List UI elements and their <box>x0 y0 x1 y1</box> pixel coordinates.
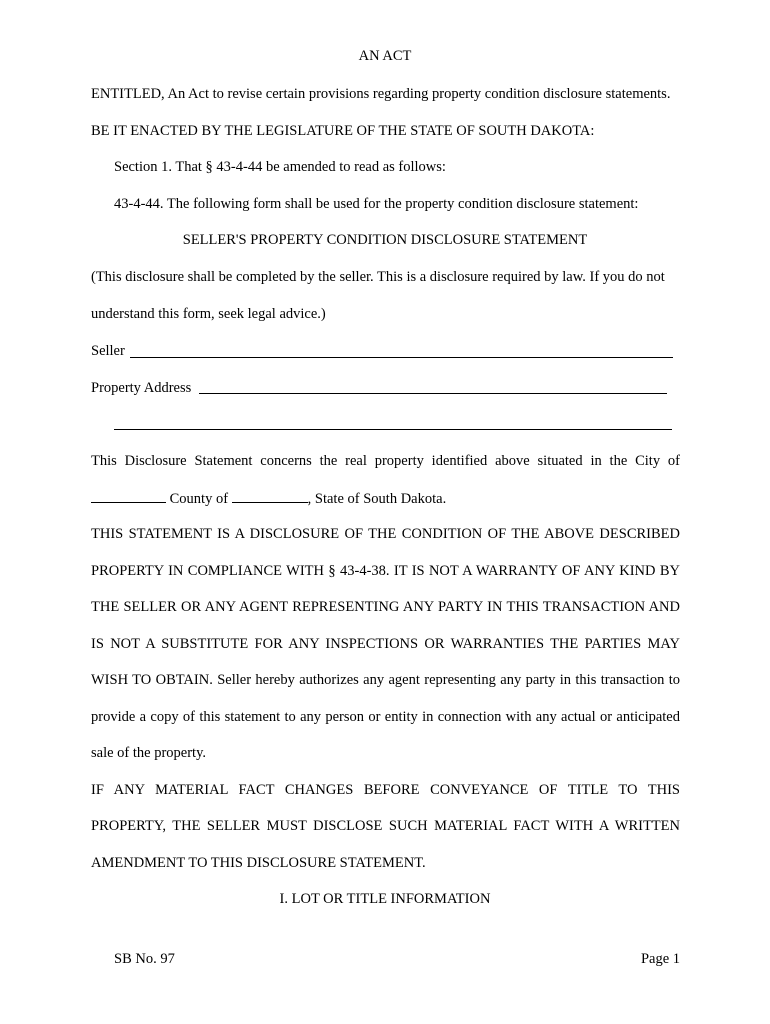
section-heading: I. LOT OR TITLE INFORMATION <box>279 891 491 907</box>
section-1: Section 1. That § 43-4-44 be amended to read as follows: <box>114 159 446 175</box>
county-label: County of <box>169 491 229 507</box>
enacting-clause: BE IT ENACTED BY THE LEGISLATURE OF THE STATE OF SOUTH DAKOTA: <box>91 123 595 139</box>
seller-label: Seller <box>91 343 125 359</box>
statute-intro: 43-4-44. The following form shall be used for the property condition disclosure statement: <box>114 196 639 212</box>
disclaimer-line: IS NOT A SUBSTITUTE FOR ANY INSPECTIONS OR WARRANTIES THE PARTIES MAY <box>91 636 680 652</box>
entitled-line: ENTITLED, An Act to revise certain provisions regarding property condition disclosure statements. <box>91 86 671 102</box>
disclaimer-line: provide a copy of this statement to any person or entity in connection with any actual or anticipated <box>91 709 680 725</box>
material-end: AMENDMENT TO THIS DISCLOSURE STATEMENT. <box>91 855 426 871</box>
disclaimer-line: THE SELLER OR ANY AGENT REPRESENTING ANY PARTY IN THIS TRANSACTION AND <box>91 599 680 615</box>
disclaimer-line: WISH TO OBTAIN. Seller hereby authorizes any agent representing any party in this transaction to <box>91 672 680 688</box>
act-title: AN ACT <box>358 48 412 64</box>
disclaimer-line: PROPERTY IN COMPLIANCE WITH § 43-4-38. IT IS NOT A WARRANTY OF ANY KIND BY <box>91 563 680 579</box>
instructions-line-2: understand this form, seek legal advice.) <box>91 306 326 322</box>
property-address-label: Property Address <box>91 380 192 396</box>
seller-field[interactable] <box>130 357 673 358</box>
property-address-field-line-2[interactable] <box>114 429 672 430</box>
disclaimer-line: THIS STATEMENT IS A DISCLOSURE OF THE CONDITION OF THE ABOVE DESCRIBED <box>91 526 680 542</box>
county-blank[interactable] <box>232 488 308 503</box>
concerns-line-2 <box>91 488 446 509</box>
concerns-line-1: This Disclosure Statement concerns the real property identified above situated in the City of <box>91 453 680 469</box>
instructions-line-1: (This disclosure shall be completed by the seller. This is a disclosure required by law. If you do not <box>91 269 665 285</box>
material-line: PROPERTY, THE SELLER MUST DISCLOSE SUCH MATERIAL FACT WITH A WRITTEN <box>91 818 680 834</box>
footer-page-number: Page 1 <box>640 951 680 967</box>
form-title: SELLER'S PROPERTY CONDITION DISCLOSURE STATEMENT <box>182 232 588 248</box>
material-line: IF ANY MATERIAL FACT CHANGES BEFORE CONVEYANCE OF TITLE TO THIS <box>91 782 680 798</box>
property-address-field[interactable] <box>199 393 667 394</box>
state-label: , State of South Dakota. <box>307 491 447 507</box>
footer-bill-number: SB No. 97 <box>114 951 175 967</box>
city-blank[interactable] <box>91 488 166 503</box>
disclaimer-end: sale of the property. <box>91 745 207 761</box>
